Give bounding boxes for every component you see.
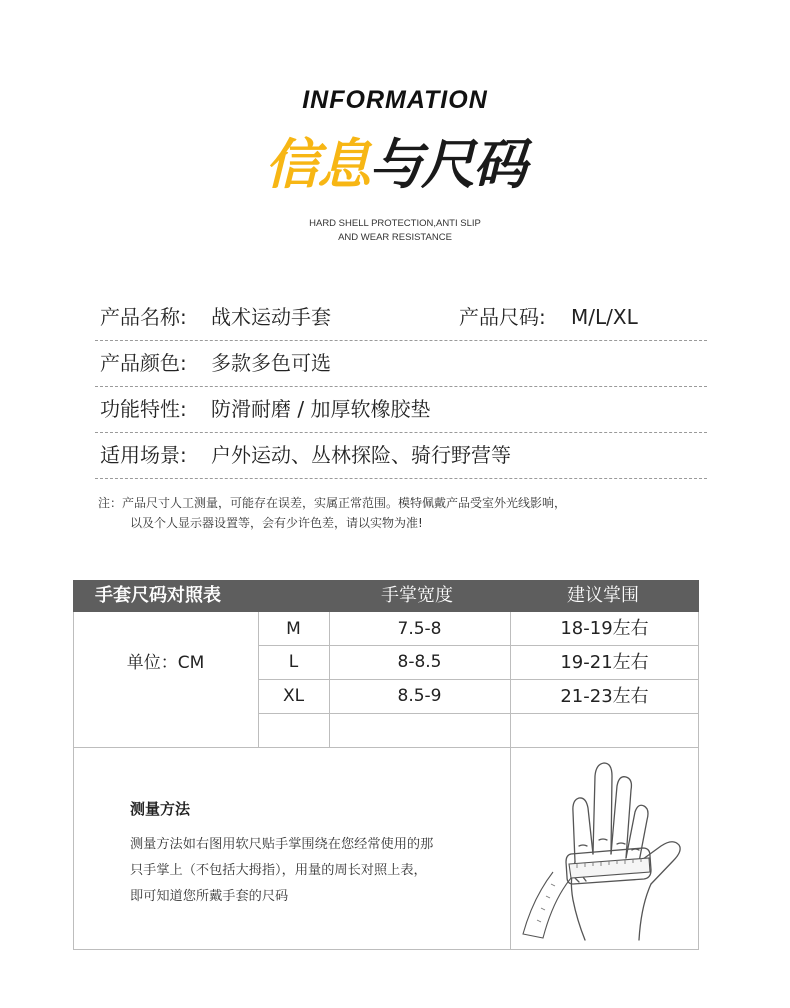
product-feature-value: 防滑耐磨 / 加厚软橡胶垫 — [211, 397, 431, 421]
info-row-feature — [95, 386, 707, 433]
hand-measure-illustration — [513, 750, 697, 948]
subtitle — [0, 217, 790, 245]
chinese-title-highlight: 信息 — [265, 133, 369, 196]
circumference-cell-m: 18-19左右 — [560, 618, 649, 639]
product-feature-label: 功能特性: — [100, 397, 187, 421]
table-header-circumference: 建议掌围 — [567, 585, 639, 606]
chinese-title — [0, 130, 790, 200]
table-row-divider-3 — [258, 713, 699, 714]
size-cell-m: M — [286, 619, 301, 639]
circumference-cell-xl: 21-23左右 — [560, 686, 649, 707]
chinese-title-rest: 与尺码 — [369, 133, 525, 196]
info-row-name-size — [95, 294, 707, 341]
disclaimer-note — [98, 493, 708, 533]
product-scene-label: 适用场景: — [100, 443, 187, 467]
palm-width-cell-m: 7.5-8 — [397, 619, 442, 639]
table-header-title: 手套尺码对照表 — [95, 585, 221, 606]
size-chart-table — [73, 580, 699, 950]
measure-line-2: 只手掌上（不包括大拇指），用量的周长对照上表， — [130, 863, 427, 878]
measure-method-title: 测量方法 — [130, 800, 191, 818]
measure-method-text — [130, 832, 480, 910]
unit-label: 单位：CM — [126, 653, 205, 673]
product-size-value: M/L/XL — [571, 305, 638, 329]
info-row-scene — [95, 432, 707, 479]
subtitle-line-2: AND WEAR RESISTANCE — [338, 232, 452, 243]
product-size-label: 产品尺码: — [459, 305, 546, 329]
table-header-palm-width: 手掌宽度 — [381, 585, 453, 606]
palm-width-cell-xl: 8.5-9 — [397, 686, 442, 706]
measure-line-3: 即可知道您所戴手套的尺码 — [130, 889, 289, 904]
table-row-divider-4 — [73, 747, 699, 748]
info-row-color — [95, 340, 707, 387]
measure-line-1: 测量方法如右图用软尺贴手掌围绕在您经常使用的那 — [130, 837, 434, 852]
size-cell-xl: XL — [282, 686, 305, 706]
table-border-bottom — [73, 949, 699, 950]
product-name-value: 战术运动手套 — [211, 305, 331, 329]
product-color-label: 产品颜色: — [100, 351, 187, 375]
note-line-2: 以及个人显示器设置等，会有少许色差，请以实物为准! — [130, 516, 423, 530]
subtitle-line-1: HARD SHELL PROTECTION,ANTI SLIP — [309, 218, 481, 229]
note-line-1: 注：产品尺寸人工测量，可能存在误差，实属正常范围。模特佩戴产品受室外光线影响， — [98, 496, 567, 510]
product-scene-value: 户外运动、丛林探险、骑行野营等 — [211, 443, 511, 467]
size-cell-l: L — [288, 652, 299, 672]
palm-width-cell-l: 8-8.5 — [397, 652, 442, 672]
english-title: INFORMATION — [302, 86, 488, 114]
circumference-cell-l: 19-21左右 — [560, 652, 649, 673]
product-name-label: 产品名称: — [100, 305, 187, 329]
product-color-value: 多款多色可选 — [211, 351, 331, 375]
